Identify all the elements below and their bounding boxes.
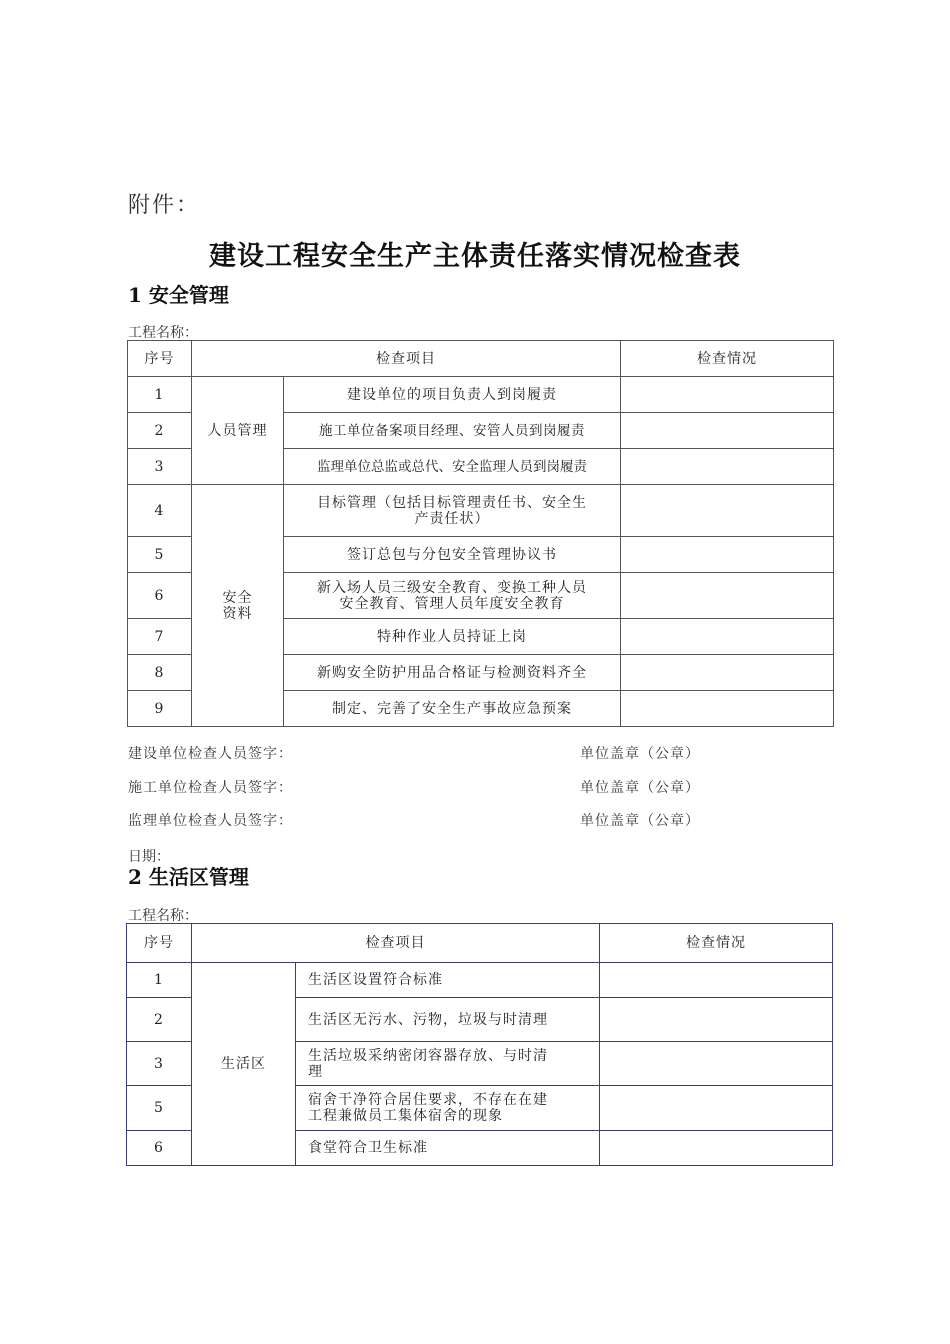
- living-area-table: [126, 923, 833, 1166]
- row-status[interactable]: [621, 691, 834, 727]
- row-status[interactable]: [621, 573, 834, 619]
- signature-construction-unit: 建设单位检查人员签字：: [128, 746, 293, 762]
- row-no: 3: [128, 449, 192, 485]
- row-item-line2: 理: [308, 1063, 323, 1080]
- row-status[interactable]: [621, 619, 834, 655]
- date-label: 日期：: [128, 849, 170, 865]
- row-no: 7: [128, 619, 192, 655]
- row-item: 监理单位总监或总代、安全监理人员到岗履责: [284, 449, 621, 485]
- row-no: 5: [128, 537, 192, 573]
- header-status: 检查情况: [600, 924, 833, 963]
- row-status[interactable]: [600, 998, 833, 1042]
- seal-contractor: 单位盖章（公章）: [580, 780, 700, 796]
- row-no: 5: [127, 1086, 192, 1131]
- row-status[interactable]: [621, 655, 834, 691]
- row-item: 施工单位备案项目经理、安管人员到岗履责: [284, 413, 621, 449]
- row-item: 建设单位的项目负责人到岗履责: [284, 377, 621, 413]
- row-status[interactable]: [600, 1086, 833, 1131]
- row-item-line2: 产责任状）: [414, 510, 490, 527]
- header-no: 序号: [128, 341, 192, 377]
- row-no: 6: [127, 1131, 192, 1166]
- signature-supervisor: 监理单位检查人员签字：: [128, 813, 293, 829]
- group-living-area: 生活区: [192, 963, 296, 1166]
- row-no: 2: [128, 413, 192, 449]
- row-status[interactable]: [621, 413, 834, 449]
- row-item-line1: 宿舍干净符合居住要求，不存在在建: [308, 1092, 548, 1108]
- table-row: [128, 377, 834, 413]
- row-no: 2: [127, 998, 192, 1042]
- row-item: 新购安全防护用品合格证与检测资料齐全: [284, 655, 621, 691]
- row-item-line2: 安全教育、管理人员年度安全教育: [339, 595, 565, 612]
- row-status[interactable]: [600, 1131, 833, 1166]
- group-personnel: 人员管理: [192, 377, 284, 485]
- row-item: [284, 485, 621, 537]
- project-name-label-2: 工程名称：: [128, 908, 198, 924]
- signature-contractor: 施工单位检查人员签字：: [128, 780, 293, 796]
- row-item-line2: 工程兼做员工集体宿舍的现象: [308, 1108, 503, 1124]
- row-no: 3: [127, 1042, 192, 1086]
- row-item-line1: 目标管理（包括目标管理责任书、安全生: [317, 494, 587, 511]
- row-item: 特种作业人员持证上岗: [284, 619, 621, 655]
- safety-management-table: [127, 340, 834, 727]
- header-no: 序号: [127, 924, 192, 963]
- row-status[interactable]: [621, 537, 834, 573]
- row-status[interactable]: [621, 449, 834, 485]
- table-row: [128, 485, 834, 537]
- section-1-title: 1 安全管理: [128, 283, 229, 307]
- attachment-label: 附件：: [128, 193, 201, 218]
- row-no: 8: [128, 655, 192, 691]
- row-item: 制定、完善了安全生产事故应急预案: [284, 691, 621, 727]
- table-header-row: [128, 341, 834, 377]
- row-item: [296, 1086, 600, 1131]
- row-no: 4: [128, 485, 192, 537]
- group-safety-docs: [192, 485, 284, 727]
- row-item: 签订总包与分包安全管理协议书: [284, 537, 621, 573]
- project-name-label-1: 工程名称：: [128, 325, 198, 341]
- header-item: 检查项目: [192, 924, 600, 963]
- row-item: 生活区设置符合标准: [296, 963, 600, 998]
- row-status[interactable]: [600, 1042, 833, 1086]
- row-item-line1: 生活垃圾采纳密闭容器存放、与时清: [308, 1047, 548, 1064]
- row-status[interactable]: [621, 485, 834, 537]
- row-status[interactable]: [600, 963, 833, 998]
- row-no: 1: [128, 377, 192, 413]
- table-row: [127, 963, 833, 998]
- header-item: 检查项目: [192, 341, 621, 377]
- row-item: [284, 573, 621, 619]
- group-safety-docs-line1: 安全: [222, 589, 253, 606]
- group-safety-docs-line2: 资料: [222, 605, 253, 622]
- seal-construction-unit: 单位盖章（公章）: [580, 746, 700, 762]
- row-no: 1: [127, 963, 192, 998]
- seal-supervisor: 单位盖章（公章）: [580, 813, 700, 829]
- row-no: 9: [128, 691, 192, 727]
- page-title: 建设工程安全生产主体责任落实情况检查表: [209, 241, 741, 272]
- row-status[interactable]: [621, 377, 834, 413]
- table-header-row: [127, 924, 833, 963]
- row-item: 食堂符合卫生标准: [296, 1131, 600, 1166]
- row-item-line1: 新入场人员三级安全教育、变换工种人员: [317, 579, 587, 596]
- row-item: 生活区无污水、污物，垃圾与时清理: [296, 998, 600, 1042]
- row-item: [296, 1042, 600, 1086]
- row-no: 6: [128, 573, 192, 619]
- section-2-title: 2 生活区管理: [128, 865, 249, 889]
- header-status: 检查情况: [621, 341, 834, 377]
